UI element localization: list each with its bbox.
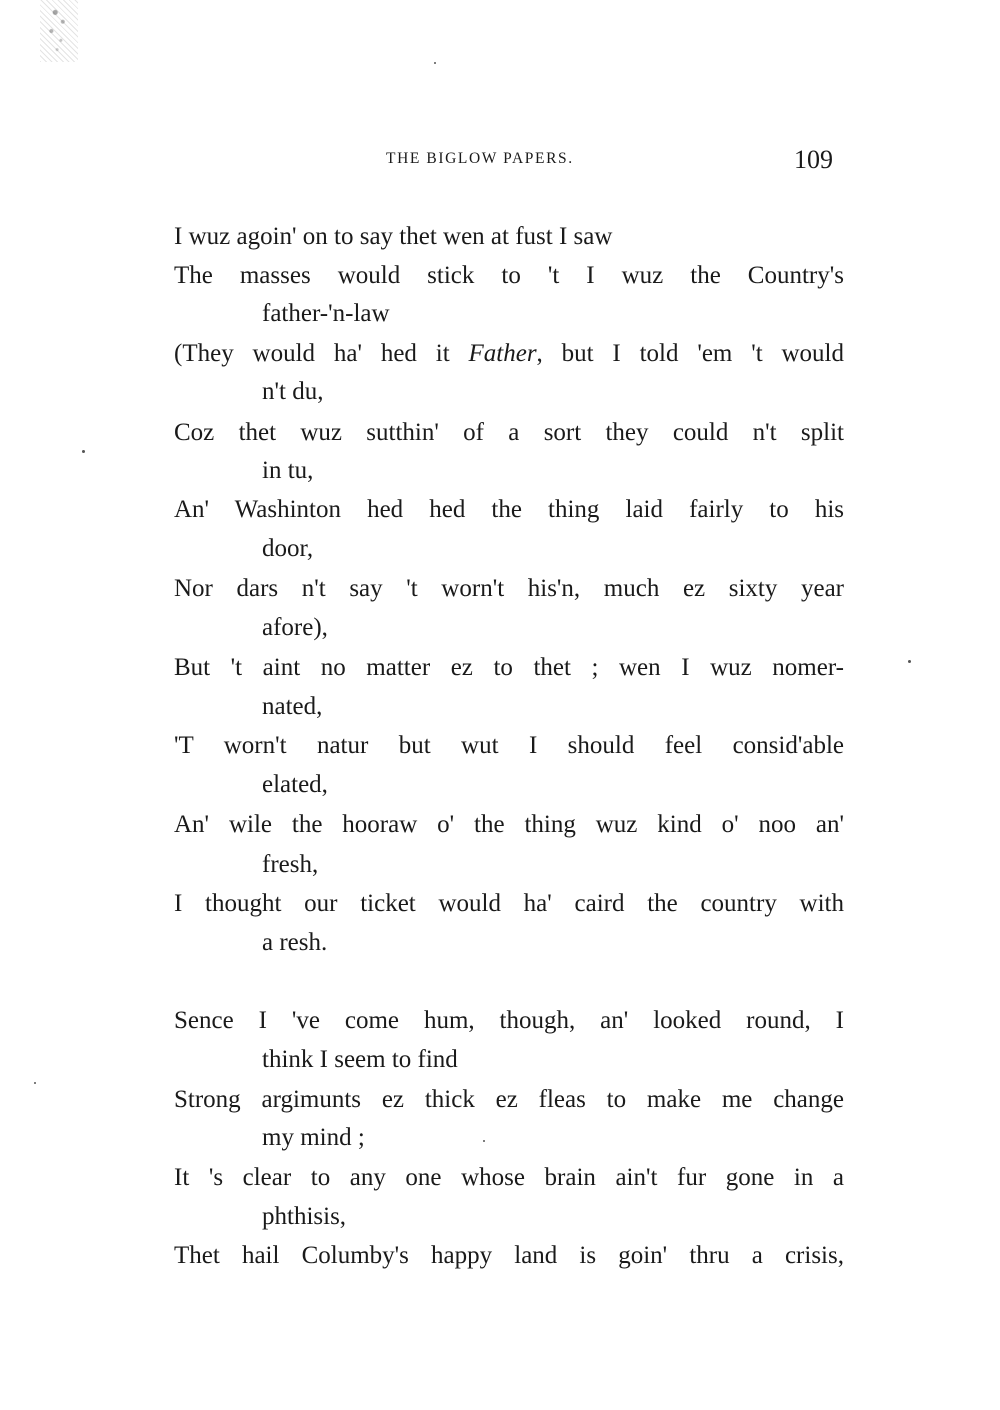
verse-line-continuation: nated, xyxy=(262,693,323,720)
verse-line-continuation: afore), xyxy=(262,614,328,641)
verse-line: But 't aint no matter ez to thet ; wen I wuz nomer- xyxy=(174,654,844,681)
verse-line xyxy=(174,341,844,366)
paper-speck xyxy=(908,660,911,663)
verse-line: Strong argimunts ez thick ez fleas to make me change xyxy=(174,1086,844,1113)
verse-line: It 's clear to any one whose brain ain't fur gone in a xyxy=(174,1164,844,1191)
verse-line: Nor dars n't say 't worn't his'n, much ez sixty year xyxy=(174,575,844,602)
verse-line-continuation: father-'n-law xyxy=(262,300,390,327)
verse-line-continuation: my mind ; xyxy=(262,1124,365,1151)
running-title: THE BIGLOW PAPERS. xyxy=(386,150,574,167)
paper-speck xyxy=(434,62,436,64)
verse-line: An' Washinton hed hed the thing laid fairly to his xyxy=(174,496,844,523)
verse-line: Sence I 've come hum, though, an' looked round, I xyxy=(174,1007,844,1034)
verse-line: An' wile the hooraw o' the thing wuz kind o' noo an' xyxy=(174,811,844,838)
verse-line: 'T worn't natur but wut I should feel consid'able xyxy=(174,732,844,759)
verse-line-continuation: door, xyxy=(262,535,314,562)
verse-line: I wuz agoin' on to say thet wen at fust I saw xyxy=(174,223,613,250)
corner-smudge xyxy=(40,0,78,62)
verse-line-continuation: in tu, xyxy=(262,457,314,484)
verse-line: Thet hail Columby's happy land is goin' thru a crisis, xyxy=(174,1242,844,1269)
paper-speck xyxy=(82,450,85,453)
verse-line-continuation: think I seem to find xyxy=(262,1046,458,1073)
verse-line-continuation: a resh. xyxy=(262,929,328,956)
verse-line: The masses would stick to 't I wuz the Country's xyxy=(174,262,844,289)
paper-speck xyxy=(483,1140,485,1142)
verse-line-continuation: n't du, xyxy=(262,378,324,405)
verse-line-continuation: elated, xyxy=(262,771,328,798)
italic-word: Father xyxy=(468,340,537,367)
verse-text: , but I told 'em 't would xyxy=(536,340,845,367)
verse-line-continuation: fresh, xyxy=(262,851,319,878)
verse-line: I thought our ticket would ha' caird the country with xyxy=(174,890,844,917)
page-number: 109 xyxy=(794,145,833,174)
verse-line: Coz thet wuz sutthin' of a sort they could n't split xyxy=(174,419,844,446)
paper-speck xyxy=(34,1082,36,1084)
verse-text: (They would ha' hed it xyxy=(174,340,469,367)
verse-line-continuation: phthisis, xyxy=(262,1203,347,1230)
